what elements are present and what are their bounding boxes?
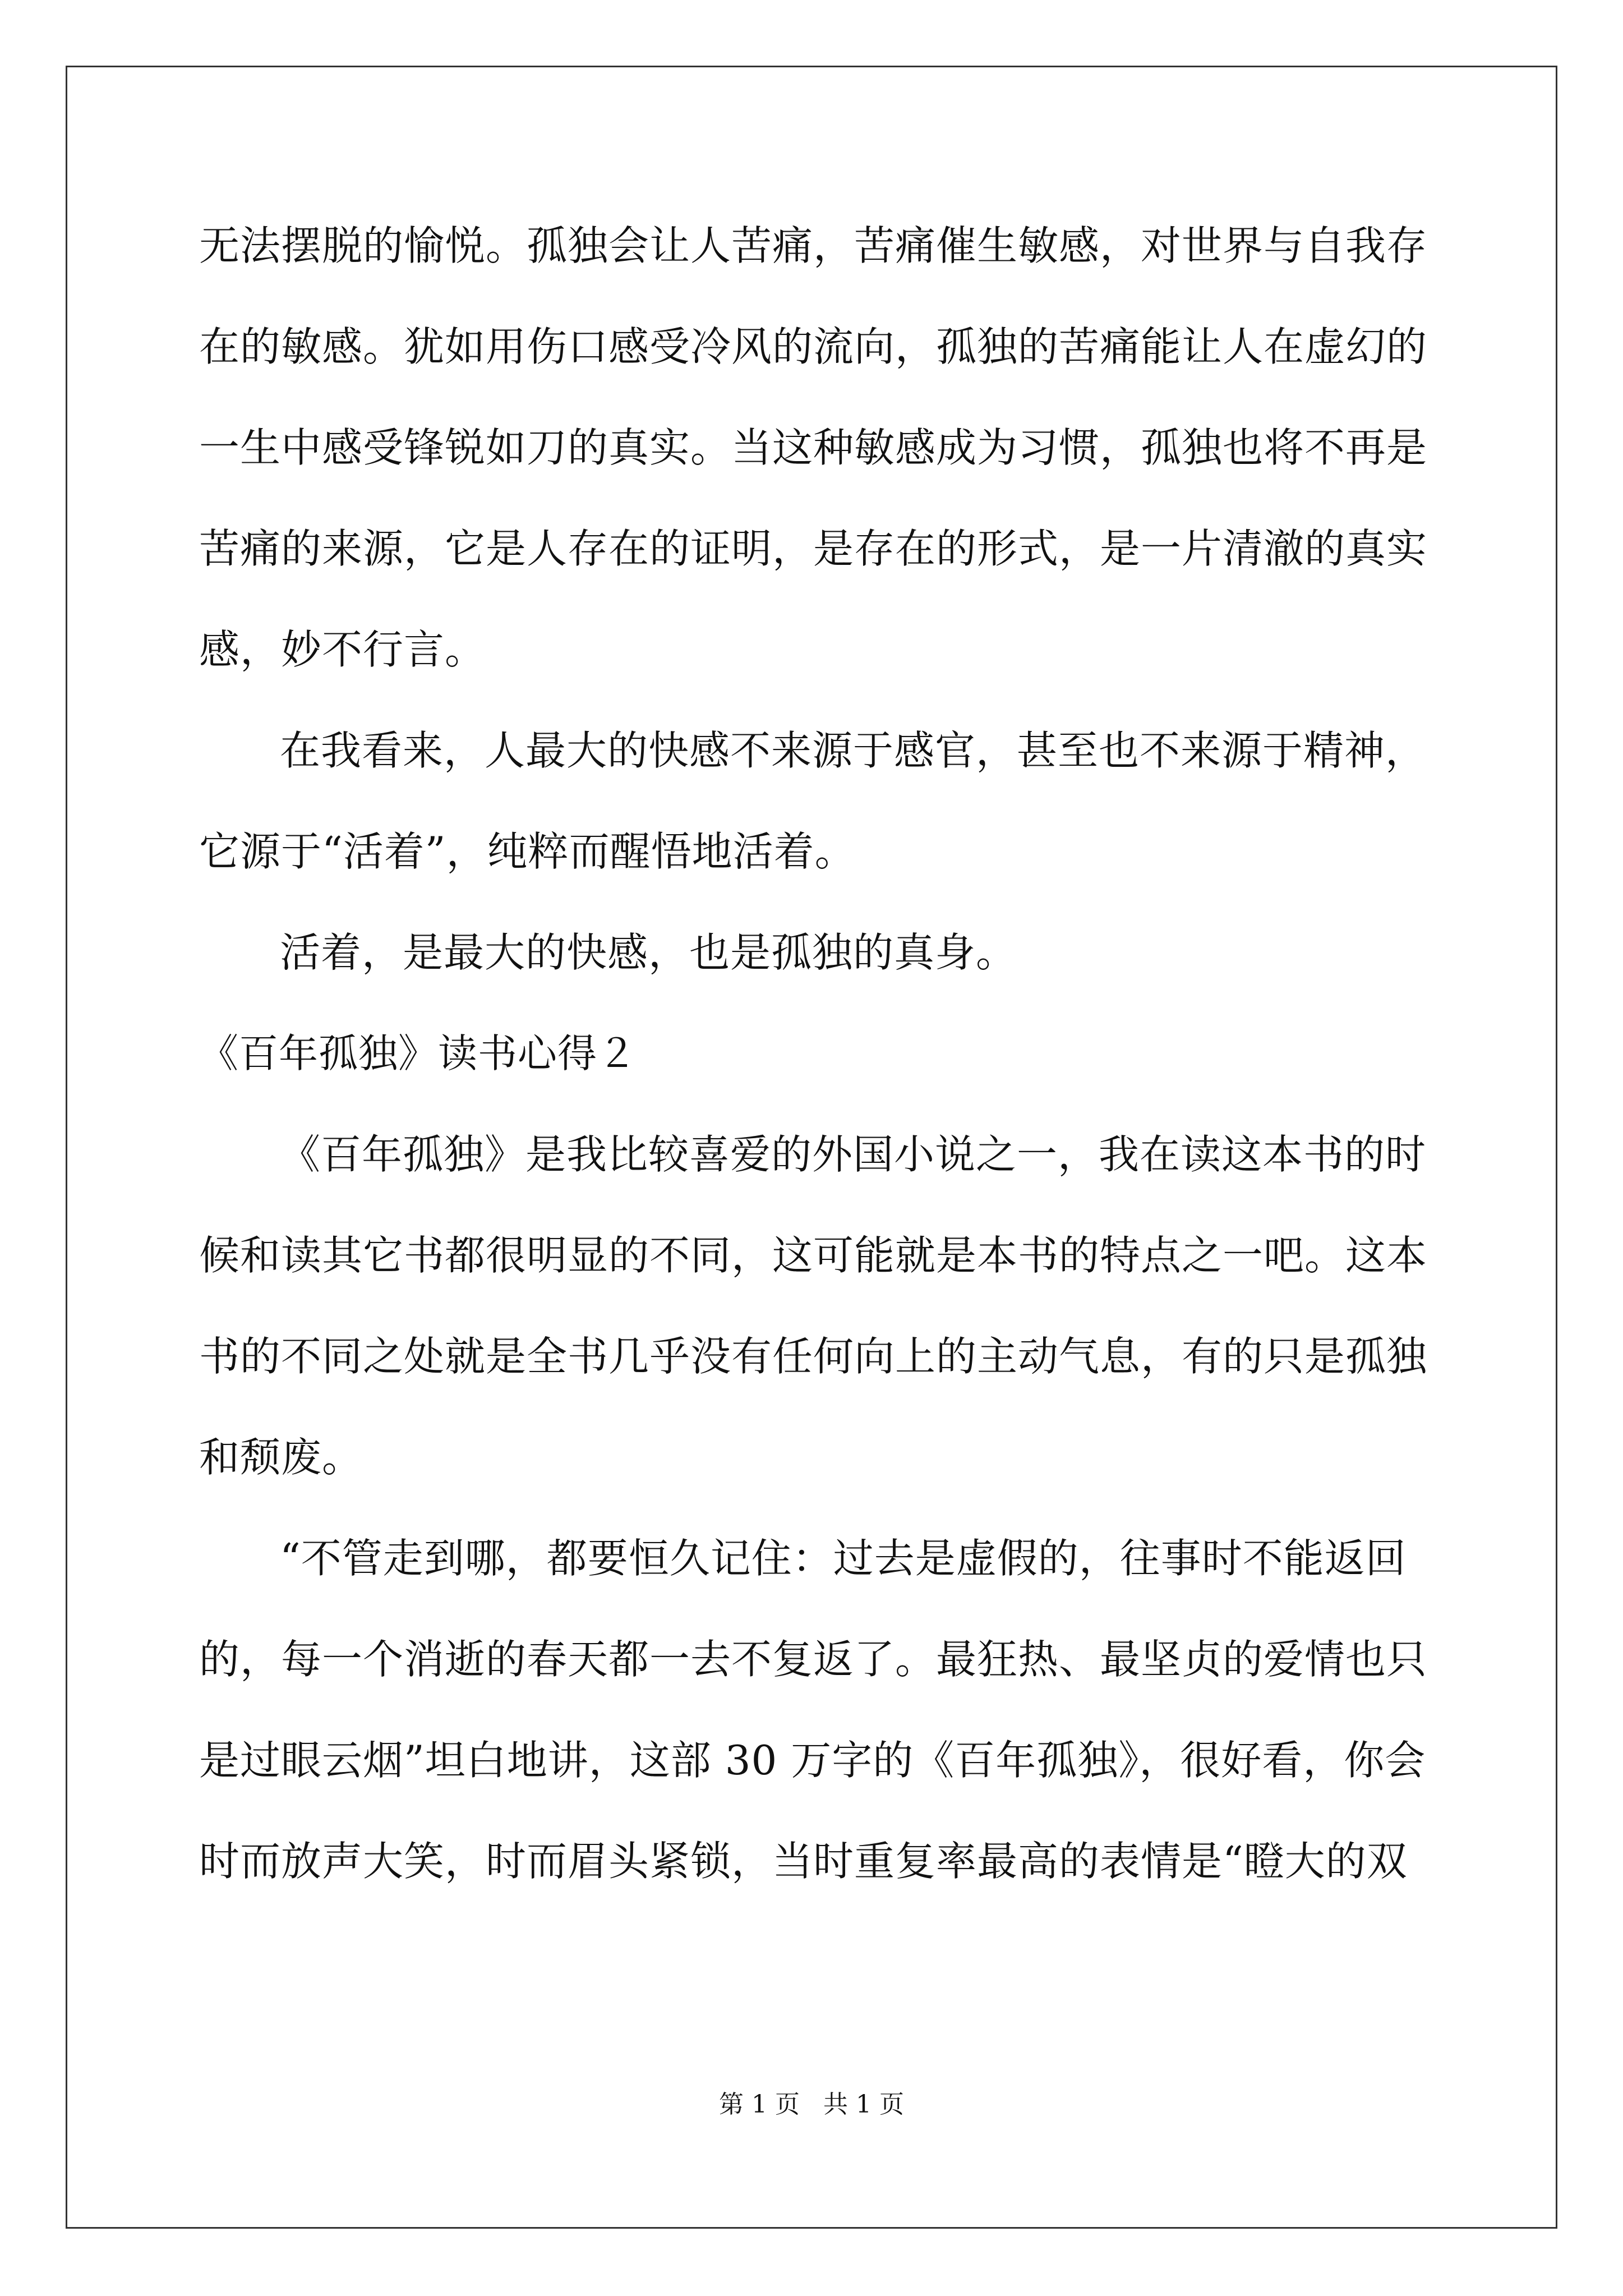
text-line: 一生中感受锋锐如刀的真实。当这种敏感成为习惯，孤独也将不再是 [199,424,1428,471]
text-line: 它源于“活着”，纯粹而醒悟地活着。 [199,828,856,875]
text-line: 在我看来，人最大的快感不来源于感官，甚至也不来源于精神， [280,727,1427,774]
text-line: 书的不同之处就是全书几乎没有任何向上的主动气息，有的只是孤独 [199,1333,1428,1380]
page-footer: 第 1 页 共 1 页 [719,2090,904,2119]
text-line: 时而放声大笑，时而眉头紧锁，当时重复率最高的表情是“瞪大的双 [199,1838,1408,1885]
text-line: 的，每一个消逝的春天都一去不复返了。最狂热、最坚贞的爱情也只 [199,1636,1428,1683]
text-line: 是过眼云烟”坦白地讲，这部 30 万字的《百年孤独》，很好看，你会 [199,1737,1426,1784]
text-line: 和颓废。 [199,1434,363,1481]
text-line: 候和读其它书都很明显的不同，这可能就是本书的特点之一吧。这本 [199,1232,1428,1279]
text-line: 在的敏感。犹如用伤口感受冷风的流向，孤独的苦痛能让人在虚幻的 [199,323,1428,370]
section-heading: 《百年孤独》读书心得２ [199,1030,637,1076]
text-line: 《百年孤独》是我比较喜爱的外国小说之一，我在读这本书的时 [280,1131,1427,1178]
text-line: 无法摆脱的愉悦。孤独会让人苦痛，苦痛催生敏感，对世界与自我存 [199,222,1428,269]
text-line: 感，妙不行言。 [199,626,486,673]
text-line: 活着，是最大的快感，也是孤独的真身。 [280,929,1017,976]
text-line: “不管走到哪，都要恒久记住：过去是虚假的，往事时不能返回 [280,1535,1407,1582]
text-line: 苦痛的来源，它是人存在的证明，是存在的形式，是一片清澈的真实 [199,525,1428,572]
